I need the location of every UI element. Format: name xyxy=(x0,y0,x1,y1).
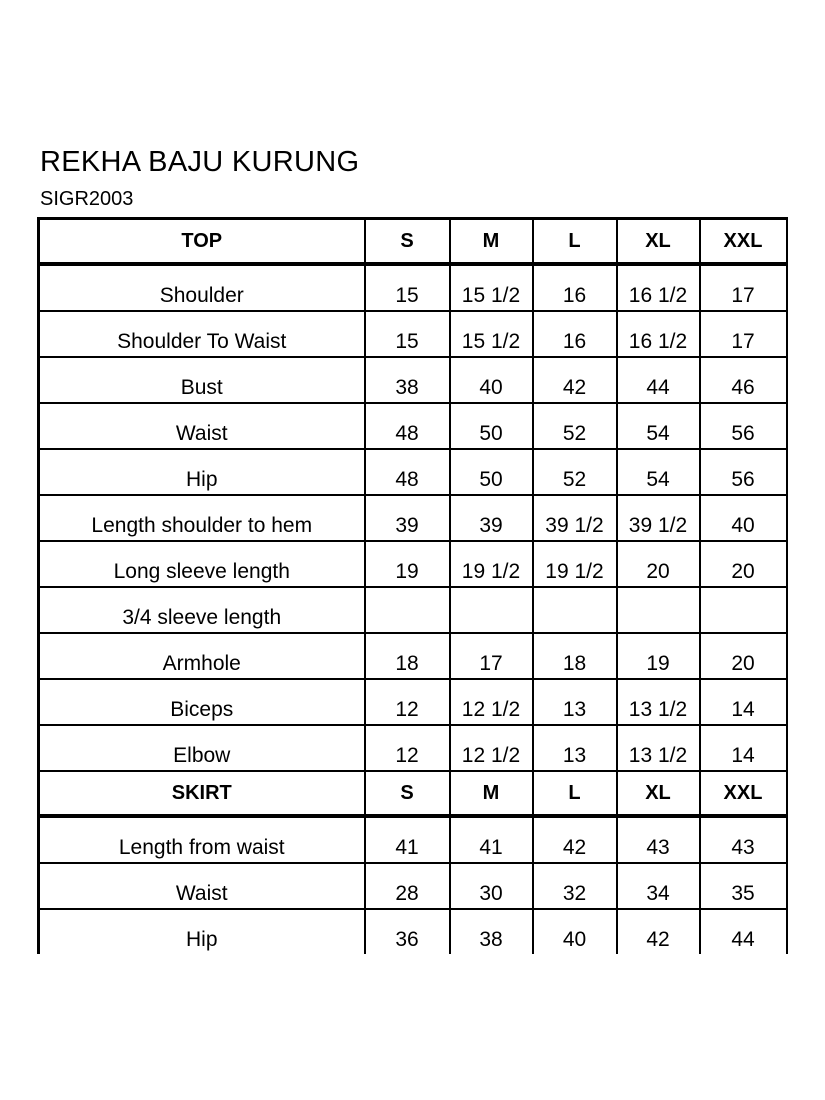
measurement-value: 15 xyxy=(365,311,450,357)
measurement-value: 41 xyxy=(450,816,533,863)
measurement-value: 18 xyxy=(365,633,450,679)
measurement-value: 43 xyxy=(617,816,700,863)
measurement-label: Armhole xyxy=(39,633,365,679)
measurement-label: Hip xyxy=(39,449,365,495)
measurement-label: Shoulder To Waist xyxy=(39,311,365,357)
measurement-label: Elbow xyxy=(39,725,365,771)
measurement-value: 32 xyxy=(533,863,617,909)
table-row xyxy=(39,816,787,863)
measurement-value: 39 1/2 xyxy=(617,495,700,541)
measurement-value: 20 xyxy=(617,541,700,587)
measurement-value xyxy=(533,587,617,633)
measurement-value: 48 xyxy=(365,449,450,495)
measurement-value: 43 xyxy=(700,816,787,863)
measurement-label: Length from waist xyxy=(39,816,365,863)
measurement-value: 12 1/2 xyxy=(450,679,533,725)
measurement-value: 34 xyxy=(617,863,700,909)
table-row xyxy=(39,679,787,725)
measurement-label: 3/4 sleeve length xyxy=(39,587,365,633)
measurement-value: 39 xyxy=(450,495,533,541)
measurement-value: 36 xyxy=(365,909,450,954)
measurement-value xyxy=(365,587,450,633)
measurement-label: Bust xyxy=(39,357,365,403)
measurement-value: 44 xyxy=(700,909,787,954)
measurement-value: 19 1/2 xyxy=(450,541,533,587)
measurement-value: 15 xyxy=(365,264,450,311)
measurement-value: 14 xyxy=(700,725,787,771)
measurement-value: 38 xyxy=(365,357,450,403)
top-section-label: TOP xyxy=(39,219,365,265)
size-header-xxl: XXL xyxy=(700,219,787,265)
measurement-value: 19 1/2 xyxy=(533,541,617,587)
skirt-section-label: SKIRT xyxy=(39,771,365,816)
table-row xyxy=(39,495,787,541)
size-header-xl: XL xyxy=(617,771,700,816)
measurement-value: 48 xyxy=(365,403,450,449)
measurement-value: 18 xyxy=(533,633,617,679)
table-row xyxy=(39,264,787,311)
measurement-label: Waist xyxy=(39,403,365,449)
measurement-value: 46 xyxy=(700,357,787,403)
measurement-value: 28 xyxy=(365,863,450,909)
size-chart-table xyxy=(37,217,788,954)
measurement-value: 12 xyxy=(365,725,450,771)
table-row xyxy=(39,449,787,495)
measurement-value: 42 xyxy=(533,357,617,403)
table-row xyxy=(39,357,787,403)
measurement-value: 52 xyxy=(533,449,617,495)
table-row xyxy=(39,909,787,954)
measurement-value: 20 xyxy=(700,633,787,679)
measurement-value: 50 xyxy=(450,403,533,449)
measurement-value: 40 xyxy=(450,357,533,403)
measurement-value: 44 xyxy=(617,357,700,403)
measurement-label: Shoulder xyxy=(39,264,365,311)
measurement-value: 50 xyxy=(450,449,533,495)
measurement-value: 17 xyxy=(450,633,533,679)
measurement-label: Length shoulder to hem xyxy=(39,495,365,541)
measurement-value: 54 xyxy=(617,449,700,495)
size-header-s: S xyxy=(365,219,450,265)
measurement-value: 17 xyxy=(700,264,787,311)
measurement-value: 56 xyxy=(700,449,787,495)
measurement-value: 54 xyxy=(617,403,700,449)
product-code: SIGR2003 xyxy=(40,188,134,210)
size-header-l: L xyxy=(533,219,617,265)
table-row xyxy=(39,863,787,909)
table-row xyxy=(39,311,787,357)
size-header-m: M xyxy=(450,771,533,816)
measurement-label: Hip xyxy=(39,909,365,954)
measurement-value: 20 xyxy=(700,541,787,587)
measurement-value: 52 xyxy=(533,403,617,449)
size-header-xxl: XXL xyxy=(700,771,787,816)
measurement-label: Waist xyxy=(39,863,365,909)
measurement-value xyxy=(450,587,533,633)
size-header-m: M xyxy=(450,219,533,265)
size-header-l: L xyxy=(533,771,617,816)
measurement-value: 38 xyxy=(450,909,533,954)
measurement-value: 56 xyxy=(700,403,787,449)
measurement-value: 16 xyxy=(533,311,617,357)
measurement-value: 19 xyxy=(365,541,450,587)
measurement-value: 15 1/2 xyxy=(450,264,533,311)
measurement-value: 13 xyxy=(533,679,617,725)
top-header-row xyxy=(39,219,787,265)
skirt-header-row xyxy=(39,771,787,816)
measurement-value: 15 1/2 xyxy=(450,311,533,357)
measurement-label: Biceps xyxy=(39,679,365,725)
table-row xyxy=(39,633,787,679)
measurement-value: 39 xyxy=(365,495,450,541)
measurement-value: 13 1/2 xyxy=(617,679,700,725)
measurement-value: 41 xyxy=(365,816,450,863)
measurement-value xyxy=(617,587,700,633)
measurement-value: 40 xyxy=(533,909,617,954)
measurement-value xyxy=(700,587,787,633)
measurement-value: 13 1/2 xyxy=(617,725,700,771)
measurement-value: 42 xyxy=(617,909,700,954)
measurement-value: 17 xyxy=(700,311,787,357)
measurement-value: 40 xyxy=(700,495,787,541)
measurement-value: 14 xyxy=(700,679,787,725)
measurement-value: 39 1/2 xyxy=(533,495,617,541)
measurement-value: 13 xyxy=(533,725,617,771)
measurement-value: 16 xyxy=(533,264,617,311)
size-header-xl: XL xyxy=(617,219,700,265)
measurement-value: 30 xyxy=(450,863,533,909)
measurement-label: Long sleeve length xyxy=(39,541,365,587)
table-row xyxy=(39,587,787,633)
measurement-value: 12 1/2 xyxy=(450,725,533,771)
table-row xyxy=(39,541,787,587)
measurement-value: 16 1/2 xyxy=(617,264,700,311)
measurement-value: 35 xyxy=(700,863,787,909)
measurement-value: 12 xyxy=(365,679,450,725)
table-row xyxy=(39,403,787,449)
measurement-value: 19 xyxy=(617,633,700,679)
measurement-value: 16 1/2 xyxy=(617,311,700,357)
size-header-s: S xyxy=(365,771,450,816)
measurement-value: 42 xyxy=(533,816,617,863)
table-row xyxy=(39,725,787,771)
chart-title: REKHA BAJU KURUNG xyxy=(40,146,360,178)
